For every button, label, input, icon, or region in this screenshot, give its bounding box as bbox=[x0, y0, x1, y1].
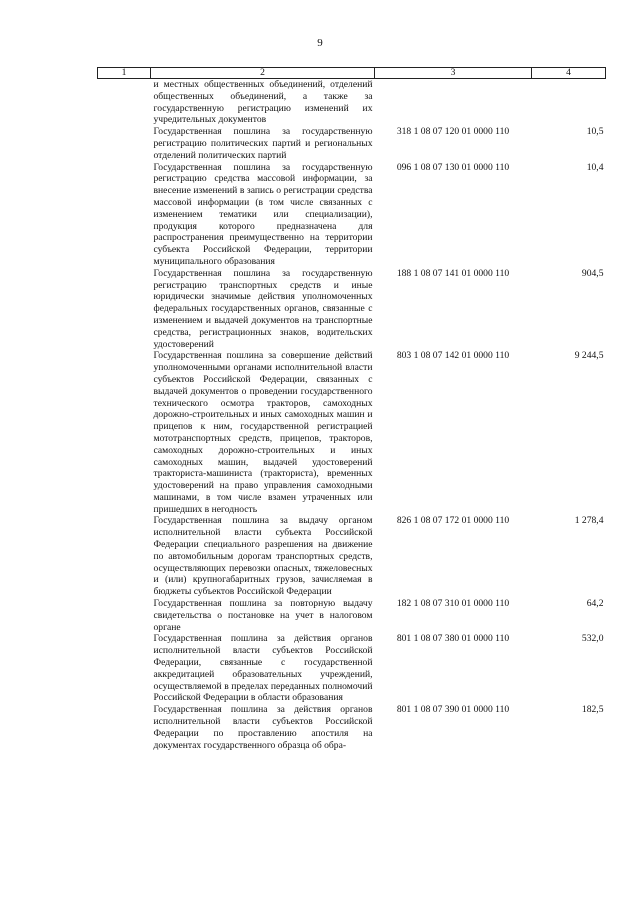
revenue-description: Государственная пошлина за совершение действий уполномоченными органами исполнительной власти субъектов Российской Федерации, связанных с выдачей документов о проведении государственного технического осмотра тракторов, самоходных дорожно-строительных и иных самоходных машин и прицепов к ним, государственной регистрацией мототранспортных средств, прицепов, тракторов, самоходных дорожно-строительных и иных самоходных машин, выдачей удостоверений тракториста-машиниста (тракториста), временных удостоверений на право управления самоходными машинами, в том числе взамен утраченных или пришедших в негодность bbox=[153, 350, 373, 515]
revenue-description: Государственная пошлина за государственную регистрацию средства массовой информации, за внесение изменений в запись о регистрации средства массовой информации (в том числе связанных с изменением тематики или специализации), продукция которого предназначена для распространения преимущественно на территории субъекта Российской Федерации, территории муниципального образования bbox=[153, 161, 373, 267]
revenue-description: Государственная пошлина за государственную регистрацию транспортных средств и иные юридически значимые действия уполномоченных федеральных государственных органов, связанные с изменением и выдачей документов на транспортные средства, регистрационных знаков, водительских удостоверений bbox=[153, 267, 373, 350]
revenue-amount: 10,5 bbox=[586, 126, 604, 138]
revenue-amount: 532,0 bbox=[581, 633, 604, 645]
revenue-description: и местных общественных объединений, отделений общественных объединений, а также за государственную регистрацию изменений их учредительных документов bbox=[153, 79, 373, 126]
budget-classification-code: 096 1 08 07 130 01 0000 110 bbox=[396, 161, 510, 173]
revenue-amount: 64,2 bbox=[586, 598, 604, 610]
budget-classification-code: 801 1 08 07 390 01 0000 110 bbox=[396, 704, 510, 716]
revenue-amount: 10,4 bbox=[586, 161, 604, 173]
revenue-amount: 182,5 bbox=[581, 704, 604, 716]
budget-classification-code: 188 1 08 07 141 01 0000 110 bbox=[396, 267, 510, 279]
budget-classification-code bbox=[375, 79, 532, 127]
revenue-description: Государственная пошлина за действия органов исполнительной власти субъектов Российской Федерации, связанные с государственной аккредитацией образовательных учреждений, осуществляемой в пределах переданных полномочий Российской Федерации в области образования bbox=[153, 633, 373, 704]
table-row bbox=[98, 704, 606, 751]
column-header-2: 2 bbox=[151, 68, 375, 79]
row-index-cell bbox=[98, 598, 151, 633]
column-header-1: 1 bbox=[98, 68, 151, 79]
table-row bbox=[98, 126, 606, 161]
budget-classification-code: 182 1 08 07 310 01 0000 110 bbox=[396, 598, 510, 610]
row-index-cell bbox=[98, 704, 151, 751]
table-row bbox=[98, 350, 606, 515]
revenue-description: Государственная пошлина за действия органов исполнительной власти субъектов Российской Федерации по проставлению апостиля на документах государственного образца об обра- bbox=[153, 704, 373, 751]
budget-revenue-table bbox=[97, 67, 606, 751]
table-row bbox=[98, 598, 606, 633]
budget-classification-code: 803 1 08 07 142 01 0000 110 bbox=[396, 350, 510, 362]
row-index-cell bbox=[98, 268, 151, 351]
table-header-row bbox=[98, 68, 606, 79]
row-index-cell bbox=[98, 350, 151, 515]
table-row bbox=[98, 515, 606, 598]
revenue-amount: 1 278,4 bbox=[574, 515, 604, 527]
budget-classification-code: 801 1 08 07 380 01 0000 110 bbox=[396, 633, 510, 645]
table-row bbox=[98, 79, 606, 127]
table-row bbox=[98, 268, 606, 351]
column-header-4: 4 bbox=[532, 68, 606, 79]
revenue-amount: 9 244,5 bbox=[574, 350, 604, 362]
revenue-amount bbox=[532, 79, 606, 127]
column-header-3: 3 bbox=[375, 68, 532, 79]
row-index-cell bbox=[98, 162, 151, 268]
revenue-description: Государственная пошлина за государственную регистрацию политических партий и региональных отделений политических партий bbox=[153, 126, 373, 161]
table-row bbox=[98, 633, 606, 704]
page-number: 9 bbox=[317, 37, 323, 49]
row-index-cell bbox=[98, 515, 151, 598]
row-index-cell bbox=[98, 633, 151, 704]
revenue-amount: 904,5 bbox=[581, 267, 604, 279]
budget-classification-code: 826 1 08 07 172 01 0000 110 bbox=[396, 515, 510, 527]
table-row bbox=[98, 162, 606, 268]
budget-classification-code: 318 1 08 07 120 01 0000 110 bbox=[396, 126, 510, 138]
revenue-description: Государственная пошлина за повторную выдачу свидетельства о постановке на учет в налоговом органе bbox=[153, 598, 373, 633]
revenue-description: Государственная пошлина за выдачу органом исполнительной власти субъекта Российской Федерации специального разрешения на движение по автомобильным дорогам транспортных средств, осуществляющих перевозки опасных, тяжеловесных и (или) крупногабаритных грузов, зачисляемая в бюджеты субъектов Российской Федерации bbox=[153, 515, 373, 598]
row-index-cell bbox=[98, 79, 151, 127]
row-index-cell bbox=[98, 126, 151, 161]
